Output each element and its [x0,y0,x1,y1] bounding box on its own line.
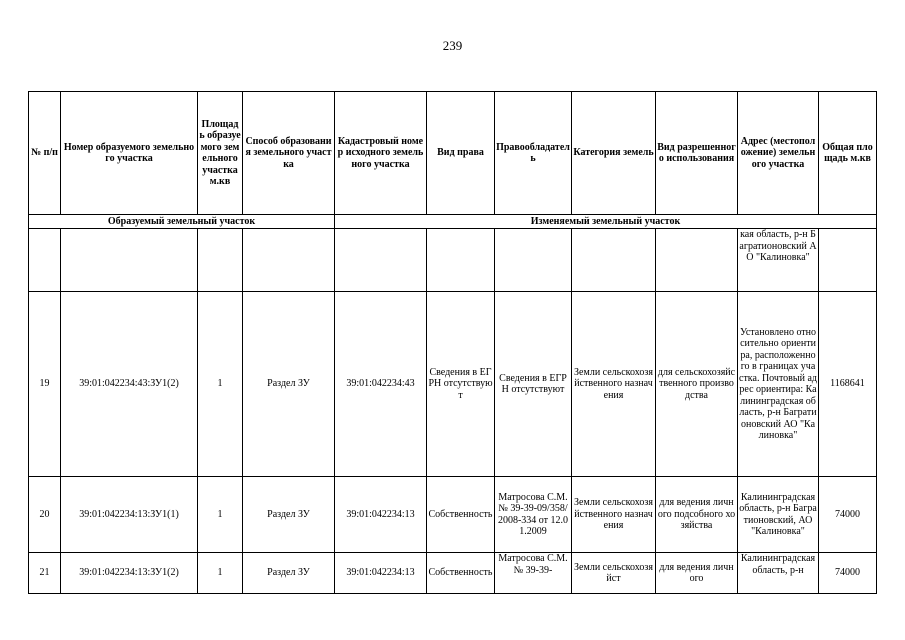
cell-area: 1 [198,292,243,477]
cell-num: 19 [29,292,61,477]
cell-address: кая область, р-н Багратионовский АО "Калиновка" [738,229,819,292]
cell-plot-number: 39:01:042234:13:ЗУ1(2) [61,553,198,594]
land-plots-table [28,91,877,594]
header-land-category: Категория земель [572,92,656,215]
header-num: № п/п [29,92,61,215]
header-source-cadastral: Кадастровый номер исходного земельного участка [335,92,427,215]
cell-right-holder: Сведения в ЕГРН отсутствуют [495,292,572,477]
table-row [29,229,877,292]
cell-right-holder: Матросова С.М. № 39-39-09/358/2008-334 от 12.01.2009 [495,477,572,553]
header-right-type: Вид права [427,92,495,215]
cell-source-cadastral: 39:01:042234:13 [335,477,427,553]
section-changed: Изменяемый земельный участок [335,215,877,229]
section-row [29,215,877,229]
cell-formation-method: Раздел ЗУ [243,292,335,477]
cell-right-type: Собственность [427,553,495,594]
cell-address: Калининградская область, р-н [738,553,819,594]
cell-area: 1 [198,477,243,553]
header-right-holder: Правообладатель [495,92,572,215]
table-row [29,292,877,477]
section-formed: Образуемый земельный участок [29,215,335,229]
cell-num: 20 [29,477,61,553]
cell-address: Установлено относительно ориентира, расположенного в границах участка. Почтовый адрес ориентира: Калининградская область, р-н Багратионовский АО "Калиновка" [738,292,819,477]
cell-permitted-use: для ведения личного подсобного хозяйства [656,477,738,553]
cell-permitted-use: для сельскохозяйственного производства [656,292,738,477]
cell-source-cadastral: 39:01:042234:43 [335,292,427,477]
cell-formation-method: Раздел ЗУ [243,553,335,594]
header-formation-method: Способ образования земельного участка [243,92,335,215]
header-permitted-use: Вид разрешенного использования [656,92,738,215]
cell-source-cadastral: 39:01:042234:13 [335,553,427,594]
cell-land-category: Земли сельскохозяйственного назначения [572,477,656,553]
cell-address: Калининградская область, р-н Багратионовский, АО "Калиновка" [738,477,819,553]
cell-permitted-use: для ведения личного [656,553,738,594]
cell-total-area: 74000 [819,477,877,553]
cell-land-category: Земли сельскохозяйст [572,553,656,594]
cell-total-area: 74000 [819,553,877,594]
cell-area: 1 [198,553,243,594]
header-total-area: Общая площадь м.кв [819,92,877,215]
cell-land-category: Земли сельскохозяйственного назначения [572,292,656,477]
header-plot-number: Номер образуемого земельного участка [61,92,198,215]
cell-plot-number: 39:01:042234:13:ЗУ1(1) [61,477,198,553]
cell-num: 21 [29,553,61,594]
cell-right-type: Собственность [427,477,495,553]
cell-plot-number: 39:01:042234:43:ЗУ1(2) [61,292,198,477]
header-address: Адрес (местоположение) земельного участка [738,92,819,215]
cell-right-type: Сведения в ЕГРН отсутствуют [427,292,495,477]
cell-formation-method: Раздел ЗУ [243,477,335,553]
cell-right-holder: Матросова С.М. № 39-39- [495,553,572,594]
table-header-row [29,92,877,215]
page-number: 239 [442,38,463,53]
header-area: Площадь образуемого земельного участка м.кв [198,92,243,215]
table-row [29,553,877,594]
table-row [29,477,877,553]
cell-total-area: 1168641 [819,292,877,477]
